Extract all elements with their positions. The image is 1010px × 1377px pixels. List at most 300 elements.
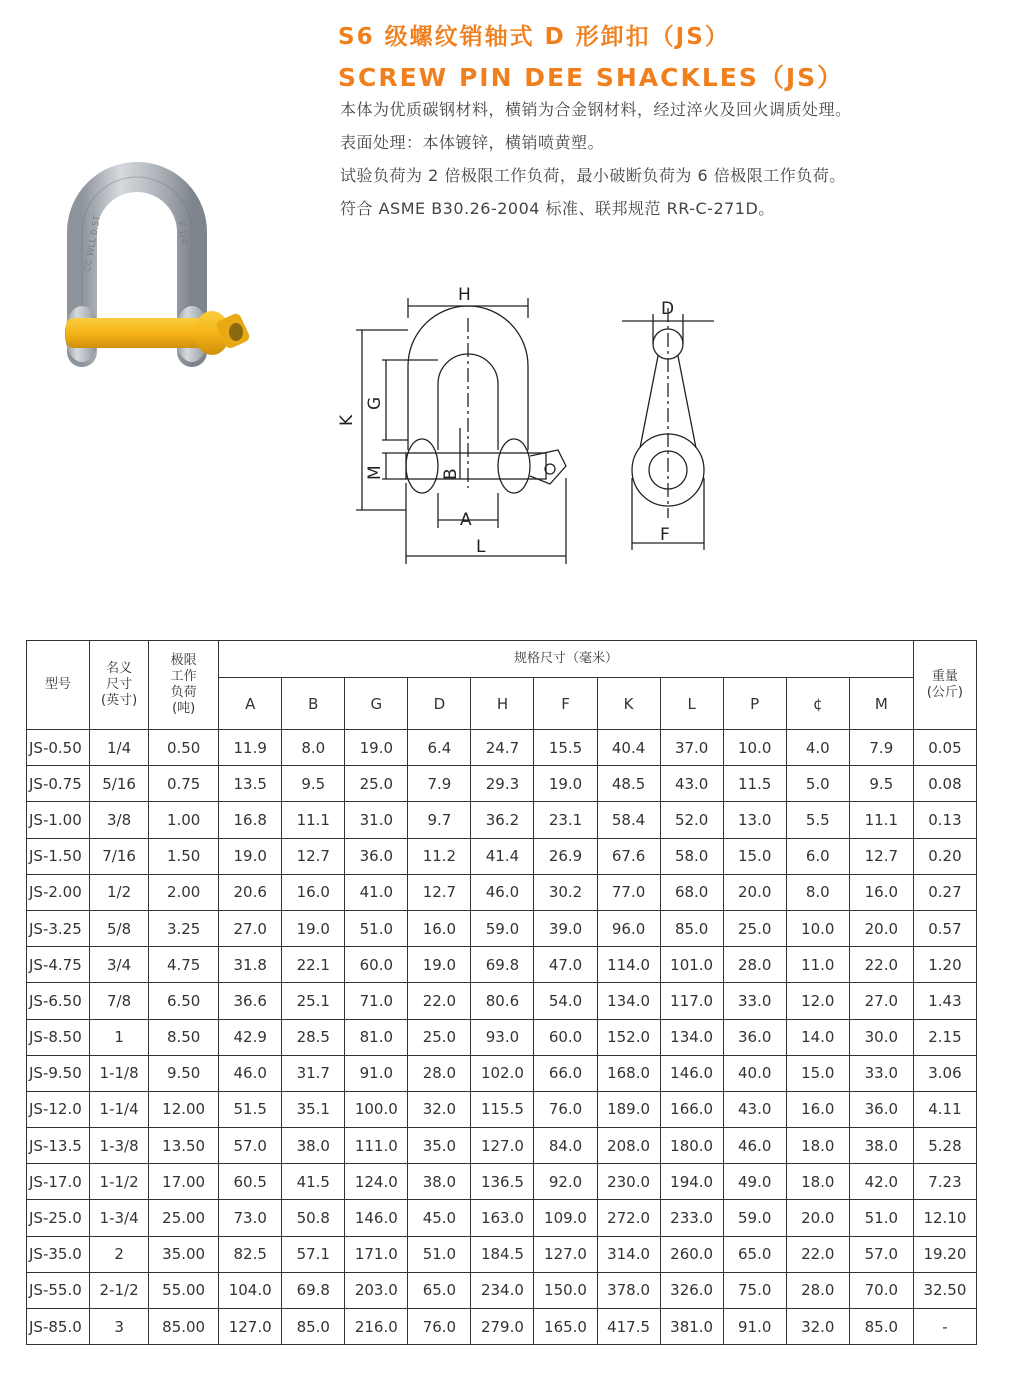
table-cell: 146.0 <box>345 1200 408 1236</box>
table-cell: 27.0 <box>849 983 913 1019</box>
label-d: D <box>661 299 675 319</box>
table-cell: 26.9 <box>534 838 597 874</box>
table-cell: 1/4 <box>90 730 149 766</box>
table-cell: 11.2 <box>408 838 471 874</box>
table-cell: 233.0 <box>660 1200 723 1236</box>
table-row <box>27 1091 977 1127</box>
description-line: 表面处理：本体镀锌，横销喷黄塑。 <box>340 133 605 152</box>
table-cell: 1.00 <box>149 802 219 838</box>
table-row <box>27 910 977 946</box>
table-cell: 38.0 <box>849 1128 913 1164</box>
table-cell: 77.0 <box>597 874 660 910</box>
table-cell: 13.50 <box>149 1128 219 1164</box>
table-cell: 208.0 <box>597 1128 660 1164</box>
table-cell: 16.8 <box>219 802 282 838</box>
table-cell: 11.0 <box>786 947 849 983</box>
table-cell: 5.0 <box>786 766 849 802</box>
table-cell: 1 <box>90 1019 149 1055</box>
table-cell: 102.0 <box>471 1055 534 1091</box>
table-cell: 16.0 <box>786 1091 849 1127</box>
table-cell: 36.0 <box>345 838 408 874</box>
table-row <box>27 766 977 802</box>
table-cell: 57.0 <box>849 1236 913 1272</box>
table-cell: 91.0 <box>723 1309 786 1345</box>
header-dim: F <box>534 678 597 730</box>
table-cell: 6.50 <box>149 983 219 1019</box>
label-g: G <box>365 396 385 410</box>
table-cell: 1.43 <box>913 983 976 1019</box>
table-cell: 69.8 <box>471 947 534 983</box>
table-cell: 58.0 <box>660 838 723 874</box>
table-cell: 51.0 <box>345 910 408 946</box>
table-cell: 15.0 <box>786 1055 849 1091</box>
table-cell: 189.0 <box>597 1091 660 1127</box>
table-cell: 60.0 <box>534 1019 597 1055</box>
table-cell: 13.0 <box>723 802 786 838</box>
table-cell: 272.0 <box>597 1200 660 1236</box>
table-row <box>27 1055 977 1091</box>
table-cell: 29.3 <box>471 766 534 802</box>
table-cell: 9.7 <box>408 802 471 838</box>
table-cell: 163.0 <box>471 1200 534 1236</box>
table-cell: 0.50 <box>149 730 219 766</box>
table-cell: 16.0 <box>282 874 345 910</box>
table-cell: 184.5 <box>471 1236 534 1272</box>
cell-model: JS-1.00 <box>27 802 90 838</box>
table-cell: 43.0 <box>660 766 723 802</box>
header-dim: K <box>597 678 660 730</box>
cell-model: JS-17.0 <box>27 1164 90 1200</box>
table-cell: 35.1 <box>282 1091 345 1127</box>
table-cell: 51.0 <box>849 1200 913 1236</box>
table-cell: 69.8 <box>282 1272 345 1308</box>
table-cell: 152.0 <box>597 1019 660 1055</box>
table-row <box>27 1164 977 1200</box>
table-cell: 27.0 <box>219 910 282 946</box>
table-cell: 9.50 <box>149 1055 219 1091</box>
header-dim: A <box>219 678 282 730</box>
header-weight: 重量 (公斤) <box>913 641 976 730</box>
table-cell: 49.0 <box>723 1164 786 1200</box>
table-cell: 37.0 <box>660 730 723 766</box>
table-row <box>27 838 977 874</box>
table-cell: 36.0 <box>849 1091 913 1127</box>
table-cell: 55.00 <box>149 1272 219 1308</box>
table-cell: 19.0 <box>282 910 345 946</box>
table-cell: 43.0 <box>723 1091 786 1127</box>
table-cell: 111.0 <box>345 1128 408 1164</box>
cell-model: JS-85.0 <box>27 1309 90 1345</box>
table-cell: 4.75 <box>149 947 219 983</box>
table-cell: 80.6 <box>471 983 534 1019</box>
table-cell: 39.0 <box>534 910 597 946</box>
title-chinese: S6 级螺纹销轴式 D 形卸扣（JS） <box>338 24 730 50</box>
table-cell: 20.0 <box>849 910 913 946</box>
table-cell: 23.1 <box>534 802 597 838</box>
table-cell: - <box>913 1309 976 1345</box>
table-cell: 134.0 <box>597 983 660 1019</box>
table-cell: 150.0 <box>534 1272 597 1308</box>
label-a: A <box>460 510 472 530</box>
table-cell: 0.08 <box>913 766 976 802</box>
table-cell: 171.0 <box>345 1236 408 1272</box>
table-cell: 42.9 <box>219 1019 282 1055</box>
table-cell: 22.0 <box>849 947 913 983</box>
table-cell: 3.25 <box>149 910 219 946</box>
table-cell: 16.0 <box>849 874 913 910</box>
table-cell: 40.4 <box>597 730 660 766</box>
table-cell: 4.11 <box>913 1091 976 1127</box>
table-cell: 230.0 <box>597 1164 660 1200</box>
table-cell: 46.0 <box>723 1128 786 1164</box>
table-cell: 76.0 <box>408 1309 471 1345</box>
table-cell: 31.0 <box>345 802 408 838</box>
cell-model: JS-6.50 <box>27 983 90 1019</box>
label-l: L <box>476 537 486 557</box>
table-cell: 16.0 <box>408 910 471 946</box>
label-b: B <box>441 468 461 480</box>
shackle-photo <box>60 162 260 381</box>
table-cell: 7/8 <box>90 983 149 1019</box>
table-cell: 36.6 <box>219 983 282 1019</box>
table-cell: 127.0 <box>534 1236 597 1272</box>
label-k: K <box>337 414 357 426</box>
table-cell: 216.0 <box>345 1309 408 1345</box>
table-cell: 60.5 <box>219 1164 282 1200</box>
table-cell: 52.0 <box>660 802 723 838</box>
table-cell: 1-1/4 <box>90 1091 149 1127</box>
table-cell: 41.4 <box>471 838 534 874</box>
table-cell: 85.0 <box>282 1309 345 1345</box>
table-cell: 24.7 <box>471 730 534 766</box>
table-cell: 42.0 <box>849 1164 913 1200</box>
table-cell: 33.0 <box>723 983 786 1019</box>
table-cell: 25.0 <box>408 1019 471 1055</box>
table-cell: 25.00 <box>149 1200 219 1236</box>
table-cell: 13.5 <box>219 766 282 802</box>
table-cell: 19.0 <box>408 947 471 983</box>
table-cell: 0.20 <box>913 838 976 874</box>
table-cell: 117.0 <box>660 983 723 1019</box>
table-cell: 114.0 <box>597 947 660 983</box>
table-cell: 25.1 <box>282 983 345 1019</box>
table-cell: 59.0 <box>471 910 534 946</box>
table-cell: 2.15 <box>913 1019 976 1055</box>
table-cell: 22.0 <box>408 983 471 1019</box>
table-cell: 203.0 <box>345 1272 408 1308</box>
table-cell: 8.0 <box>786 874 849 910</box>
table-cell: 28.5 <box>282 1019 345 1055</box>
table-cell: 15.0 <box>723 838 786 874</box>
table-row <box>27 947 977 983</box>
table-cell: 5.5 <box>786 802 849 838</box>
table-cell: 19.0 <box>345 730 408 766</box>
table-cell: 11.9 <box>219 730 282 766</box>
table-cell: 19.20 <box>913 1236 976 1272</box>
table-cell: 35.00 <box>149 1236 219 1272</box>
table-cell: 12.7 <box>849 838 913 874</box>
svg-text:F 1/4: F 1/4 <box>175 220 189 245</box>
table-cell: 30.2 <box>534 874 597 910</box>
table-cell: 100.0 <box>345 1091 408 1127</box>
table-cell: 85.00 <box>149 1309 219 1345</box>
table-row <box>27 1272 977 1308</box>
table-cell: 7/16 <box>90 838 149 874</box>
table-cell: 46.0 <box>219 1055 282 1091</box>
table-cell: 18.0 <box>786 1164 849 1200</box>
table-cell: 48.5 <box>597 766 660 802</box>
table-cell: 1-1/2 <box>90 1164 149 1200</box>
cell-model: JS-35.0 <box>27 1236 90 1272</box>
table-cell: 41.0 <box>345 874 408 910</box>
table-cell: 0.13 <box>913 802 976 838</box>
table-cell: 65.0 <box>723 1236 786 1272</box>
table-cell: 3.06 <box>913 1055 976 1091</box>
header-model: 型号 <box>27 641 90 730</box>
table-cell: 70.0 <box>849 1272 913 1308</box>
table-cell: 2.00 <box>149 874 219 910</box>
table-cell: 20.6 <box>219 874 282 910</box>
table-cell: 47.0 <box>534 947 597 983</box>
cell-model: JS-0.50 <box>27 730 90 766</box>
table-cell: 36.0 <box>723 1019 786 1055</box>
table-cell: 127.0 <box>219 1309 282 1345</box>
header-dim: G <box>345 678 408 730</box>
cell-model: JS-1.50 <box>27 838 90 874</box>
table-cell: 50.8 <box>282 1200 345 1236</box>
table-cell: 378.0 <box>597 1272 660 1308</box>
cell-model: JS-25.0 <box>27 1200 90 1236</box>
header-dim: L <box>660 678 723 730</box>
table-cell: 10.0 <box>723 730 786 766</box>
table-cell: 12.0 <box>786 983 849 1019</box>
table-cell: 2 <box>90 1236 149 1272</box>
table-cell: 0.05 <box>913 730 976 766</box>
table-cell: 5.28 <box>913 1128 976 1164</box>
table-cell: 3 <box>90 1309 149 1345</box>
table-cell: 194.0 <box>660 1164 723 1200</box>
description-line: 本体为优质碳钢材料，横销为合金钢材料，经过淬火及回火调质处理。 <box>340 100 852 119</box>
table-cell: 104.0 <box>219 1272 282 1308</box>
table-cell: 38.0 <box>408 1164 471 1200</box>
table-cell: 9.5 <box>282 766 345 802</box>
table-cell: 85.0 <box>660 910 723 946</box>
table-cell: 11.1 <box>282 802 345 838</box>
description <box>340 98 990 230</box>
dimension-drawing <box>330 278 730 572</box>
cell-model: JS-2.00 <box>27 874 90 910</box>
svg-text:CC WLL 0.5T: CC WLL 0.5T <box>83 214 103 273</box>
table-cell: 234.0 <box>471 1272 534 1308</box>
table-cell: 66.0 <box>534 1055 597 1091</box>
table-cell: 4.0 <box>786 730 849 766</box>
cell-model: JS-4.75 <box>27 947 90 983</box>
table-cell: 2-1/2 <box>90 1272 149 1308</box>
table-row <box>27 1019 977 1055</box>
table-cell: 12.7 <box>408 874 471 910</box>
table-cell: 81.0 <box>345 1019 408 1055</box>
table-cell: 25.0 <box>723 910 786 946</box>
table-cell: 8.50 <box>149 1019 219 1055</box>
table-cell: 11.1 <box>849 802 913 838</box>
label-m: M <box>365 465 385 480</box>
table-cell: 136.5 <box>471 1164 534 1200</box>
table-cell: 0.75 <box>149 766 219 802</box>
header-nominal-size: 名义 尺寸 (英寸) <box>90 641 149 730</box>
table-cell: 93.0 <box>471 1019 534 1055</box>
table-cell: 51.0 <box>408 1236 471 1272</box>
table-cell: 59.0 <box>723 1200 786 1236</box>
cell-model: JS-8.50 <box>27 1019 90 1055</box>
table-row <box>27 874 977 910</box>
table-cell: 28.0 <box>723 947 786 983</box>
table-cell: 65.0 <box>408 1272 471 1308</box>
table-cell: 134.0 <box>660 1019 723 1055</box>
spec-table <box>26 640 977 1345</box>
table-cell: 260.0 <box>660 1236 723 1272</box>
table-cell: 0.27 <box>913 874 976 910</box>
table-row <box>27 1200 977 1236</box>
table-cell: 20.0 <box>723 874 786 910</box>
table-cell: 109.0 <box>534 1200 597 1236</box>
table-row <box>27 730 977 766</box>
table-cell: 7.23 <box>913 1164 976 1200</box>
table-cell: 3/4 <box>90 947 149 983</box>
table-cell: 7.9 <box>849 730 913 766</box>
table-cell: 54.0 <box>534 983 597 1019</box>
label-h: H <box>458 285 471 305</box>
table-cell: 40.0 <box>723 1055 786 1091</box>
header-dim: B <box>282 678 345 730</box>
table-cell: 73.0 <box>219 1200 282 1236</box>
table-cell: 168.0 <box>597 1055 660 1091</box>
table-cell: 1/2 <box>90 874 149 910</box>
table-cell: 58.4 <box>597 802 660 838</box>
table-cell: 32.50 <box>913 1272 976 1308</box>
table-cell: 68.0 <box>660 874 723 910</box>
table-cell: 15.5 <box>534 730 597 766</box>
table-cell: 146.0 <box>660 1055 723 1091</box>
cell-model: JS-55.0 <box>27 1272 90 1308</box>
table-cell: 84.0 <box>534 1128 597 1164</box>
description-line: 符合 ASME B30.26-2004 标准、联邦规范 RR-C-271D。 <box>340 199 775 218</box>
table-cell: 85.0 <box>849 1309 913 1345</box>
table-cell: 165.0 <box>534 1309 597 1345</box>
table-row <box>27 983 977 1019</box>
table-cell: 41.5 <box>282 1164 345 1200</box>
description-line: 试验负荷为 2 倍极限工作负荷，最小破断负荷为 6 倍极限工作负荷。 <box>340 166 846 185</box>
table-cell: 75.0 <box>723 1272 786 1308</box>
table-cell: 1-3/8 <box>90 1128 149 1164</box>
table-cell: 22.1 <box>282 947 345 983</box>
table-cell: 32.0 <box>786 1309 849 1345</box>
table-cell: 19.0 <box>219 838 282 874</box>
table-cell: 35.0 <box>408 1128 471 1164</box>
table-cell: 60.0 <box>345 947 408 983</box>
table-cell: 28.0 <box>408 1055 471 1091</box>
table-cell: 12.00 <box>149 1091 219 1127</box>
cell-model: JS-12.0 <box>27 1091 90 1127</box>
table-cell: 1-3/4 <box>90 1200 149 1236</box>
table-cell: 9.5 <box>849 766 913 802</box>
table-cell: 51.5 <box>219 1091 282 1127</box>
table-cell: 8.0 <box>282 730 345 766</box>
table-cell: 76.0 <box>534 1091 597 1127</box>
table-cell: 14.0 <box>786 1019 849 1055</box>
table-cell: 0.57 <box>913 910 976 946</box>
table-row <box>27 1309 977 1345</box>
table-row <box>27 1236 977 1272</box>
table-cell: 6.4 <box>408 730 471 766</box>
table-cell: 20.0 <box>786 1200 849 1236</box>
table-cell: 5/16 <box>90 766 149 802</box>
table-row <box>27 802 977 838</box>
table-cell: 17.00 <box>149 1164 219 1200</box>
table-cell: 45.0 <box>408 1200 471 1236</box>
table-cell: 31.8 <box>219 947 282 983</box>
table-cell: 7.9 <box>408 766 471 802</box>
table-cell: 1.50 <box>149 838 219 874</box>
table-cell: 67.6 <box>597 838 660 874</box>
table-cell: 381.0 <box>660 1309 723 1345</box>
cell-model: JS-13.5 <box>27 1128 90 1164</box>
table-row <box>27 1128 977 1164</box>
table-cell: 127.0 <box>471 1128 534 1164</box>
table-cell: 96.0 <box>597 910 660 946</box>
table-cell: 46.0 <box>471 874 534 910</box>
table-cell: 12.10 <box>913 1200 976 1236</box>
table-cell: 32.0 <box>408 1091 471 1127</box>
table-cell: 10.0 <box>786 910 849 946</box>
table-cell: 25.0 <box>345 766 408 802</box>
table-cell: 19.0 <box>534 766 597 802</box>
table-cell: 36.2 <box>471 802 534 838</box>
table-cell: 38.0 <box>282 1128 345 1164</box>
table-cell: 11.5 <box>723 766 786 802</box>
header-wll: 极限 工作 负荷 (吨) <box>149 641 219 730</box>
header-dim: D <box>408 678 471 730</box>
table-cell: 180.0 <box>660 1128 723 1164</box>
table-cell: 417.5 <box>597 1309 660 1345</box>
header-dim: H <box>471 678 534 730</box>
table-cell: 314.0 <box>597 1236 660 1272</box>
table-cell: 124.0 <box>345 1164 408 1200</box>
table-cell: 279.0 <box>471 1309 534 1345</box>
table-cell: 166.0 <box>660 1091 723 1127</box>
header-spec-group: 规格尺寸（毫米） <box>219 641 914 678</box>
table-cell: 3/8 <box>90 802 149 838</box>
table-cell: 57.1 <box>282 1236 345 1272</box>
cell-model: JS-3.25 <box>27 910 90 946</box>
table-cell: 1.20 <box>913 947 976 983</box>
table-cell: 22.0 <box>786 1236 849 1272</box>
title-english: SCREW PIN DEE SHACKLES（JS） <box>338 63 845 92</box>
table-cell: 101.0 <box>660 947 723 983</box>
table-cell: 30.0 <box>849 1019 913 1055</box>
table-cell: 71.0 <box>345 983 408 1019</box>
table-cell: 6.0 <box>786 838 849 874</box>
table-cell: 12.7 <box>282 838 345 874</box>
table-cell: 5/8 <box>90 910 149 946</box>
header-dim: M <box>849 678 913 730</box>
table-cell: 57.0 <box>219 1128 282 1164</box>
cell-model: JS-0.75 <box>27 766 90 802</box>
table-cell: 28.0 <box>786 1272 849 1308</box>
table-cell: 1-1/8 <box>90 1055 149 1091</box>
table-cell: 18.0 <box>786 1128 849 1164</box>
table-cell: 31.7 <box>282 1055 345 1091</box>
table-cell: 326.0 <box>660 1272 723 1308</box>
